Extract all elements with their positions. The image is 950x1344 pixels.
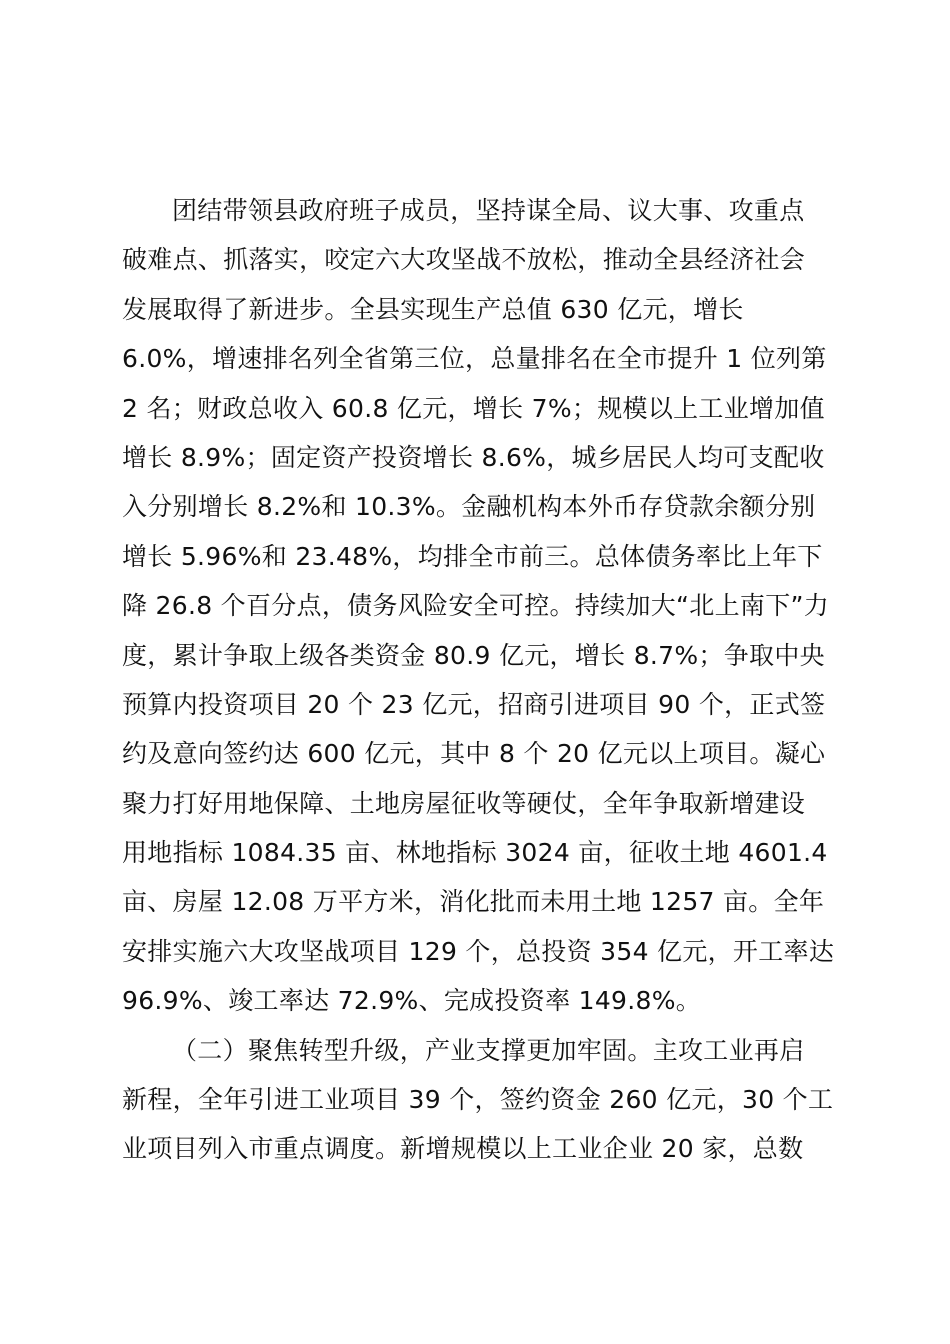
paragraph-line: 新程，全年引进工业项目 39 个，签约资金 260 亿元，30 个工 xyxy=(122,1085,834,1115)
paragraph-line: 增长 8.9%；固定资产投资增长 8.6%，城乡居民人均可支配收 xyxy=(122,442,825,472)
paragraph-line: 入分别增长 8.2%和 10.3%。金融机构本外币存贷款余额分别 xyxy=(122,492,816,522)
paragraph-line: 亩、房屋 12.08 万平方米，消化批而未用土地 1257 亩。全年 xyxy=(122,887,825,917)
paragraph-line: 约及意向签约达 600 亿元，其中 8 个 20 亿元以上项目。凝心 xyxy=(122,739,826,769)
paragraph-line: 预算内投资项目 20 个 23 亿元，招商引进项目 90 个，正式签 xyxy=(122,689,826,719)
paragraph-line: 破难点、抓落实，咬定六大攻坚战不放松，推动全县经济社会 xyxy=(122,245,806,275)
paragraph-line: 降 26.8 个百分点，债务风险安全可控。持续加大“北上南下”力 xyxy=(122,591,830,621)
paragraph-line: 发展取得了新进步。全县实现生产总值 630 亿元，增长 xyxy=(122,294,744,324)
paragraph-line: 用地指标 1084.35 亩、林地指标 3024 亩，征收土地 4601.4 xyxy=(122,838,828,868)
section-heading-line: （二）聚焦转型升级，产业支撑更加牢固。主攻工业再启 xyxy=(172,1035,805,1065)
paragraph-line: 2 名；财政总收入 60.8 亿元，增长 7%；规模以上工业增加值 xyxy=(122,393,825,423)
paragraph-line: 6.0%，增速排名列全省第三位，总量排名在全市提升 1 位列第 xyxy=(122,344,827,374)
paragraph-line: 96.9%、竣工率达 72.9%、完成投资率 149.8%。 xyxy=(122,986,702,1016)
paragraph-line: 安排实施六大攻坚战项目 129 个，总投资 354 亿元，开工率达 xyxy=(122,936,835,966)
body-text xyxy=(122,186,835,1174)
paragraph-line: 团结带领县政府班子成员，坚持谋全局、议大事、攻重点 xyxy=(172,196,805,225)
paragraph-line: 增长 5.96%和 23.48%，均排全市前三。总体债务率比上年下 xyxy=(122,541,823,571)
paragraph-line: 聚力打好用地保障、土地房屋征收等硬仗，全年争取新增建设 xyxy=(122,788,806,818)
paragraph-line: 业项目列入市重点调度。新增规模以上工业企业 20 家，总数 xyxy=(122,1134,804,1164)
paragraph-line: 度，累计争取上级各类资金 80.9 亿元，增长 8.7%；争取中央 xyxy=(122,640,825,670)
